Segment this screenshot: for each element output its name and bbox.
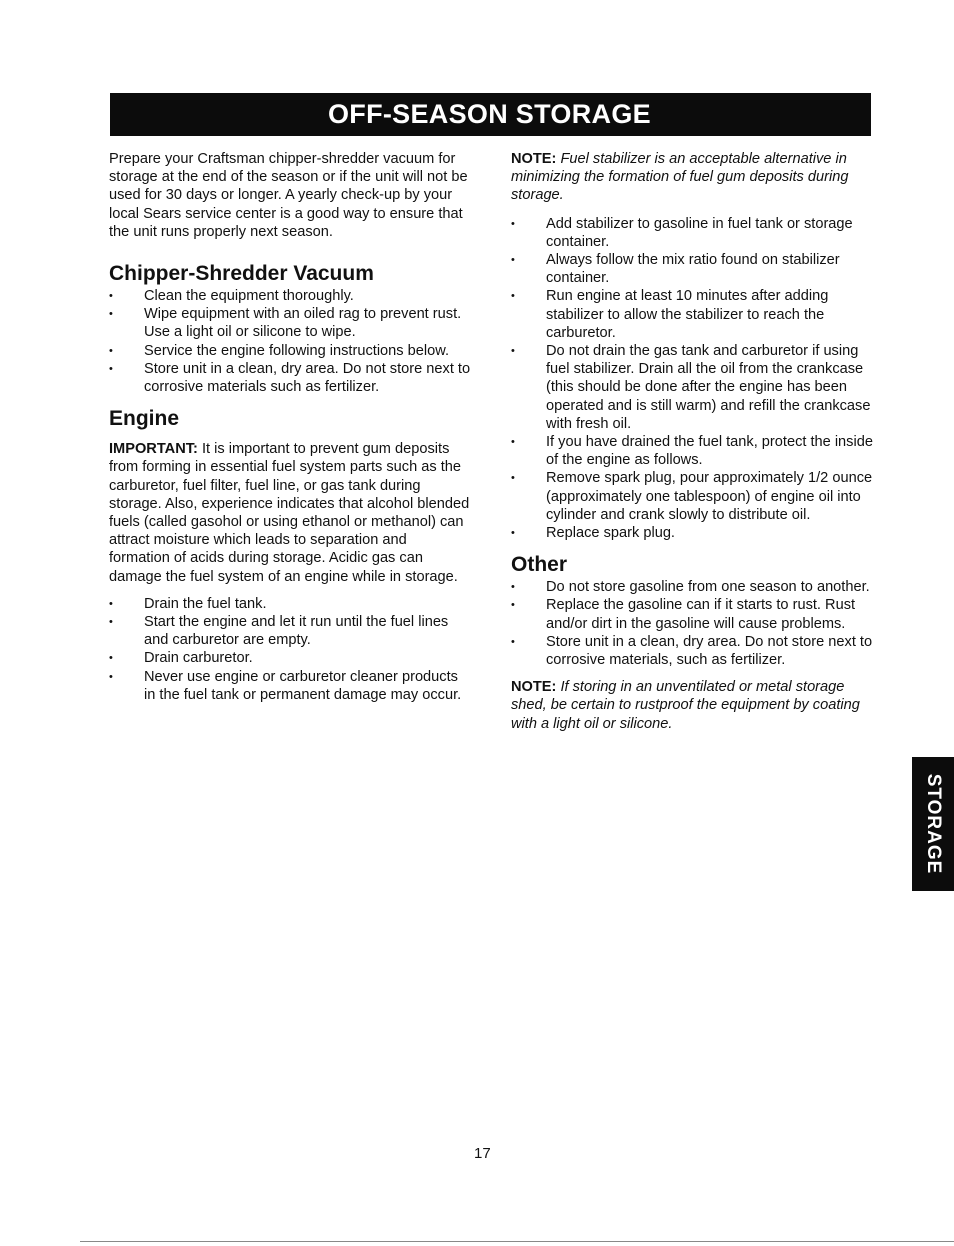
list-item-text: Replace spark plug. (546, 525, 675, 542)
bullet-icon: • (109, 616, 113, 629)
bullet-icon: • (109, 597, 113, 610)
list-item-text: Drain carburetor. (144, 650, 253, 667)
list-item (511, 469, 874, 524)
list-item-text: Add stabilizer to gasoline in fuel tank or storage container. (546, 215, 853, 250)
list-item (109, 360, 471, 396)
bullet-icon: • (109, 308, 113, 321)
list-item (511, 578, 874, 596)
list-item-text: Never use engine or carburetor cleaner products in the fuel tank or permanent damage may occur. (144, 668, 462, 703)
bullet-icon: • (511, 254, 515, 267)
note-text: If storing in an unventilated or metal storage shed, be certain to rustproof the equipment by coating with a light oil or silicone. (511, 679, 860, 732)
list-item (109, 649, 471, 667)
list-item (109, 305, 471, 341)
bullet-icon: • (109, 290, 113, 303)
list-item-text: Run engine at least 10 minutes after adding stabilizer to allow the stabilizer to reach the carburetor. (546, 288, 829, 341)
list-item-text: If you have drained the fuel tank, protect the inside of the engine as follows. (546, 434, 873, 469)
important-paragraph (109, 440, 471, 586)
bullet-icon: • (511, 217, 515, 230)
important-text: It is important to prevent gum deposits from forming in essential fuel system parts such as the carburetor, fuel filter, fuel line, or gas tank during storage. Also, experience indicates that alcohol blended fuels (called gasohol or using ethanol or methanol) can attract moisture which leads to separation and formation of acids during storage. Acidic gas can damage the fuel system of an engine while in storage. (109, 441, 470, 585)
bullet-icon: • (511, 527, 515, 540)
right-column (511, 150, 874, 733)
list-item (109, 595, 471, 613)
page-title-banner (110, 93, 871, 136)
list-item (511, 524, 874, 542)
bullet-icon: • (511, 581, 515, 594)
side-tab-label: STORAGE (923, 773, 944, 875)
list-item (511, 342, 874, 433)
list-item-text: Service the engine following instructions below. (144, 342, 450, 359)
note-text: Fuel stabilizer is an acceptable alternative in minimizing the formation of fuel gum deposits during storage. (511, 151, 849, 204)
list-item (511, 215, 874, 251)
list-item-text: Replace the gasoline can if it starts to rust. Rust and/or dirt in the gasoline will cause problems. (546, 597, 856, 632)
section-heading-vacuum: Chipper-Shredder Vacuum (109, 262, 374, 286)
list-item-text: Drain the fuel tank. (144, 595, 267, 612)
section-heading-engine: Engine (109, 407, 180, 431)
list-item (109, 613, 471, 649)
list-item (511, 433, 874, 469)
left-column (109, 150, 471, 704)
page-title: OFF-SEASON STORAGE (328, 99, 651, 129)
bullet-icon: • (109, 362, 113, 375)
footer-divider (80, 1241, 954, 1242)
list-item-text: Store unit in a clean, dry area. Do not store next to corrosive materials such as fertilizer. (144, 360, 471, 396)
intro-paragraph: Prepare your Craftsman chipper-shredder vacuum for storage at the end of the season or if the unit will not be used for 30 days or longer. A yearly check-up by your local Sears service center is a good way to ensure that the unit runs properly next season. (109, 151, 468, 240)
important-label: IMPORTANT: (109, 441, 198, 458)
section-heading-other: Other (511, 553, 568, 577)
bullet-icon: • (109, 344, 113, 357)
bullet-icon: • (109, 670, 113, 683)
list-item (109, 668, 471, 704)
list-item (511, 251, 874, 287)
bullet-icon: • (109, 652, 113, 665)
list-item-text: Always follow the mix ratio found on stabilizer container. (546, 252, 840, 287)
list-item (511, 287, 874, 342)
list-item-text: Remove spark plug, pour approximately 1/2 ounce (approximately one tablespoon) of engine oil into cylinder and crank slowly to distribute oil. (546, 470, 873, 523)
list-item-text: Do not drain the gas tank and carburetor if using fuel stabilizer. Drain all the oil from the crankcase (this should be done after the engine has been operated and is still warm) and refill the crankcase with fresh oil. (546, 343, 871, 432)
list-item (511, 596, 874, 632)
bullet-icon: • (511, 290, 515, 303)
storage-side-tab (912, 757, 954, 891)
list-item-text: Start the engine and let it run until the fuel lines and carburetor are empty. (144, 614, 449, 649)
engine-list (109, 595, 471, 704)
list-item (109, 342, 471, 360)
bullet-icon: • (511, 436, 515, 449)
bullet-icon: • (511, 599, 515, 612)
vacuum-list (109, 287, 471, 396)
list-item (511, 633, 874, 669)
note-stabilizer (511, 150, 874, 205)
note-label: NOTE: (511, 151, 557, 167)
note-label: NOTE: (511, 679, 557, 696)
list-item-text: Clean the equipment thoroughly. (144, 288, 354, 305)
list-item-text: Store unit in a clean, dry area. Do not store next to corrosive materials, such as fertilizer. (546, 633, 873, 669)
other-list (511, 578, 874, 669)
page-number: 17 (474, 1145, 491, 1162)
stabilizer-list (511, 215, 874, 543)
bullet-icon: • (511, 345, 515, 358)
list-item (109, 287, 471, 305)
bullet-icon: • (511, 472, 515, 485)
list-item-text: Wipe equipment with an oiled rag to prevent rust. Use a light oil or silicone to wipe. (144, 306, 462, 341)
bullet-icon: • (511, 635, 515, 648)
list-item-text: Do not store gasoline from one season to another. (546, 579, 870, 596)
note-storage-shed (511, 678, 874, 733)
